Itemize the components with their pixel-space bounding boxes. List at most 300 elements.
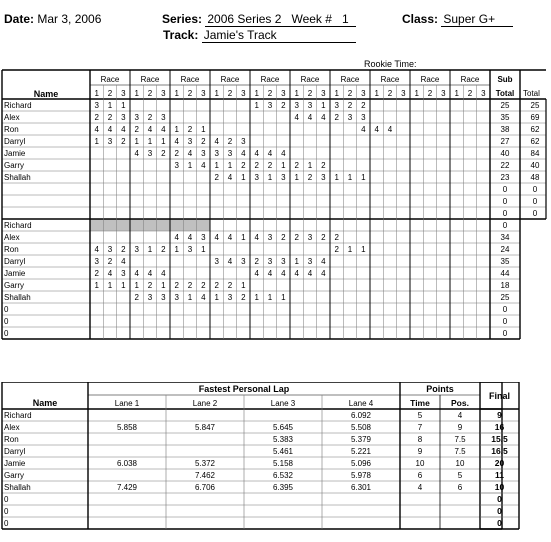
heat-header: 2 xyxy=(467,89,473,98)
row-name: 0 xyxy=(4,495,9,504)
time-points: 10 xyxy=(415,459,425,468)
heat-header: 2 xyxy=(307,89,313,98)
time-points: 6 xyxy=(417,471,423,480)
heat-place: 1 xyxy=(147,137,153,146)
heat-place: 3 xyxy=(281,173,286,182)
heat-place: 1 xyxy=(201,125,206,134)
lap-time: 6.395 xyxy=(272,483,294,492)
heat-place: 1 xyxy=(294,257,299,266)
heat-place: 3 xyxy=(241,257,246,266)
heat-place: 4 xyxy=(187,233,193,242)
heat-place: 4 xyxy=(294,113,299,122)
lap-time: 5.461 xyxy=(272,447,294,456)
lap-time: 5.221 xyxy=(350,447,372,456)
row-name: Darryl xyxy=(4,257,26,266)
sub-total: 35 xyxy=(500,257,510,266)
heat-place: 1 xyxy=(361,173,366,182)
rookie-time-label: Rookie Time: xyxy=(364,59,417,69)
heat-place: 4 xyxy=(161,269,166,278)
lap-time: 5.372 xyxy=(194,459,216,468)
heat-place: 1 xyxy=(321,101,326,110)
heat-place: 2 xyxy=(321,233,326,242)
heat-place: 4 xyxy=(387,125,393,134)
lap-time: 6.038 xyxy=(116,459,138,468)
fastest-lap-header: Fastest Personal Lap xyxy=(198,384,290,394)
heat-place: 1 xyxy=(267,173,273,182)
heat-place: 4 xyxy=(121,125,126,134)
row-name: 0 xyxy=(4,305,9,314)
heat-place: 1 xyxy=(107,101,113,110)
pos-points: 7.5 xyxy=(454,447,466,456)
sub-header: Sub xyxy=(497,75,513,84)
heat-place: 3 xyxy=(347,113,353,122)
heat-place: 4 xyxy=(134,149,139,158)
pos-points: 7.5 xyxy=(454,435,466,444)
race-header: Race xyxy=(340,75,360,84)
race-header: Race xyxy=(100,75,120,84)
heat-place: 4 xyxy=(254,269,259,278)
heat-place: 1 xyxy=(227,161,233,170)
row-name: Ron xyxy=(4,125,19,134)
heat-header: 3 xyxy=(121,89,126,98)
heat-header: 1 xyxy=(94,89,99,98)
heat-place: 4 xyxy=(214,137,219,146)
row-name: Jamie xyxy=(4,459,26,468)
final-points: 9 xyxy=(497,410,502,420)
heat-place: 1 xyxy=(134,137,139,146)
race-header: Race xyxy=(220,75,240,84)
lane-header: Lane 4 xyxy=(348,399,374,408)
heat-header: 1 xyxy=(214,89,219,98)
heat-place: 1 xyxy=(134,281,139,290)
heat-place: 4 xyxy=(281,269,286,278)
heat-place: 2 xyxy=(161,149,166,158)
sub-total: 0 xyxy=(502,305,508,314)
week-value: 1 xyxy=(341,12,349,26)
heat-place: 4 xyxy=(227,233,233,242)
heat-place: 4 xyxy=(201,161,206,170)
heat-place: 1 xyxy=(281,293,286,302)
disabled-band xyxy=(90,219,210,231)
heat-place: 3 xyxy=(201,149,206,158)
heat-place: 2 xyxy=(254,257,259,266)
heat-place: 4 xyxy=(121,257,126,266)
row-name: Garry xyxy=(4,161,24,170)
heat-place: 2 xyxy=(227,137,233,146)
row-name: Richard xyxy=(4,411,32,420)
race-header: Race xyxy=(180,75,200,84)
heat-place: 3 xyxy=(267,257,273,266)
heat-place: 1 xyxy=(94,137,99,146)
heat-place: 3 xyxy=(294,101,299,110)
class-line xyxy=(402,12,513,27)
time-points: 5 xyxy=(417,411,423,420)
heat-place: 2 xyxy=(94,113,99,122)
heat-place: 3 xyxy=(121,269,126,278)
row-name: Alex xyxy=(4,113,20,122)
time-points: 8 xyxy=(417,435,423,444)
heat-place: 4 xyxy=(107,125,113,134)
heat-place: 2 xyxy=(214,173,219,182)
heat-place: 1 xyxy=(161,281,166,290)
lap-time: 5.978 xyxy=(350,471,372,480)
lap-time: 6.532 xyxy=(272,471,294,480)
heat-place: 1 xyxy=(147,245,153,254)
date-line xyxy=(4,12,101,26)
heat-place: 4 xyxy=(107,269,113,278)
lap-time: 5.508 xyxy=(350,423,372,432)
lane-header: Lane 1 xyxy=(114,399,140,408)
date-value: Mar 3, 2006 xyxy=(37,12,102,26)
heat-place: 4 xyxy=(321,257,326,266)
final-points: 0 xyxy=(497,506,502,516)
pos-points: 5 xyxy=(457,471,463,480)
heat-header: 1 xyxy=(254,89,259,98)
heat-header: 2 xyxy=(227,89,233,98)
row-name: Ron xyxy=(4,435,19,444)
heat-place: 4 xyxy=(321,269,326,278)
heat-place: 2 xyxy=(347,101,353,110)
race-header: Race xyxy=(260,75,280,84)
lap-time: 5.383 xyxy=(272,435,294,444)
heat-place: 3 xyxy=(187,137,193,146)
heat-header: 1 xyxy=(454,89,459,98)
heat-place: 3 xyxy=(107,245,113,254)
heat-place: 3 xyxy=(281,257,286,266)
heat-place: 2 xyxy=(214,281,219,290)
fastest-lap-table xyxy=(0,382,551,542)
grand-total: 69 xyxy=(530,113,540,122)
heat-header: 2 xyxy=(347,89,353,98)
heat-place: 2 xyxy=(321,161,326,170)
grand-total: 84 xyxy=(530,149,540,158)
heat-place: 2 xyxy=(307,173,313,182)
heat-place: 3 xyxy=(307,257,313,266)
sub-total: 22 xyxy=(500,161,510,170)
heat-place: 2 xyxy=(201,137,206,146)
heat-place: 3 xyxy=(147,149,153,158)
heat-header: 1 xyxy=(294,89,299,98)
heat-place: 3 xyxy=(321,173,326,182)
heat-place: 3 xyxy=(227,293,233,302)
heat-place: 1 xyxy=(347,173,353,182)
row-name: Darryl xyxy=(4,447,26,456)
track-line xyxy=(163,28,356,43)
sub-total: 0 xyxy=(502,221,508,230)
heat-header: 3 xyxy=(241,89,246,98)
heat-header: 1 xyxy=(174,89,179,98)
sub-total: 27 xyxy=(500,137,510,146)
sub-total: 38 xyxy=(500,125,510,134)
heat-header: 3 xyxy=(401,89,406,98)
heat-place: 4 xyxy=(254,233,259,242)
sub-total: 23 xyxy=(500,173,510,182)
row-name: Jamie xyxy=(4,269,26,278)
heat-place: 1 xyxy=(161,137,166,146)
heat-place: 3 xyxy=(267,233,273,242)
final-points: 16.5 xyxy=(491,446,508,456)
name-header: Name xyxy=(33,89,59,99)
heat-place: 2 xyxy=(147,113,153,122)
heat-place: 1 xyxy=(254,293,259,302)
final-header: Final xyxy=(488,391,511,401)
sub-total: 35 xyxy=(500,113,510,122)
heat-place: 4 xyxy=(94,245,99,254)
heat-place: 3 xyxy=(121,113,126,122)
row-name: Darryl xyxy=(4,137,26,146)
race-results-grid xyxy=(0,68,551,378)
heat-place: 1 xyxy=(307,161,313,170)
heat-header: 2 xyxy=(267,89,273,98)
class-label: Class: xyxy=(402,12,439,26)
row-name: Richard xyxy=(4,101,32,110)
name-header: Name xyxy=(32,398,58,408)
lap-time: 5.645 xyxy=(272,423,294,432)
heat-place: 2 xyxy=(241,293,246,302)
heat-place: 4 xyxy=(201,293,206,302)
heat-place: 1 xyxy=(281,161,286,170)
heat-place: 3 xyxy=(334,101,339,110)
heat-place: 2 xyxy=(121,245,126,254)
series-line xyxy=(162,12,356,27)
heat-header: 2 xyxy=(147,89,153,98)
heat-place: 2 xyxy=(254,161,259,170)
grand-total: 62 xyxy=(530,137,540,146)
row-name: Jamie xyxy=(4,149,26,158)
heat-place: 4 xyxy=(174,137,179,146)
heat-place: 3 xyxy=(254,173,259,182)
heat-place: 1 xyxy=(94,281,99,290)
grand-total: 25 xyxy=(530,101,540,110)
time-points: 9 xyxy=(417,447,423,456)
heat-place: 1 xyxy=(107,281,113,290)
lap-time: 7.429 xyxy=(116,483,138,492)
time-points: 7 xyxy=(417,423,423,432)
row-name: Alex xyxy=(4,423,20,432)
row-name: 0 xyxy=(4,507,9,516)
sub-total: 34 xyxy=(500,233,510,242)
race-header: Race xyxy=(300,75,320,84)
heat-place: 4 xyxy=(361,125,366,134)
sub-total: 18 xyxy=(500,281,510,290)
heat-place: 2 xyxy=(334,245,339,254)
heat-place: 4 xyxy=(281,149,286,158)
track-label: Track: xyxy=(163,28,199,42)
date-label: Date: xyxy=(4,12,35,26)
heat-place: 4 xyxy=(374,125,379,134)
heat-place: 4 xyxy=(227,257,233,266)
heat-place: 4 xyxy=(187,149,193,158)
series-value: 2006 Series 2 xyxy=(207,12,282,26)
class-value: Super G+ xyxy=(441,12,513,27)
heat-header: 3 xyxy=(281,89,286,98)
heat-place: 2 xyxy=(281,101,286,110)
heat-place: 3 xyxy=(161,113,166,122)
heat-place: 3 xyxy=(134,113,139,122)
grand-total: 62 xyxy=(530,125,540,134)
heat-place: 4 xyxy=(241,149,246,158)
heat-place: 3 xyxy=(161,293,166,302)
sub-total: 24 xyxy=(500,245,510,254)
heat-place: 2 xyxy=(267,161,273,170)
heat-place: 1 xyxy=(187,161,193,170)
row-name: Shallah xyxy=(4,293,31,302)
heat-header: 3 xyxy=(441,89,446,98)
heat-place: 2 xyxy=(94,269,99,278)
track-value: Jamie's Track xyxy=(202,28,356,43)
final-points: 0 xyxy=(497,494,502,504)
points-header: Points xyxy=(426,384,454,394)
heat-header: 3 xyxy=(321,89,326,98)
heat-place: 3 xyxy=(214,149,219,158)
time-points: 4 xyxy=(417,483,423,492)
heat-place: 4 xyxy=(321,113,326,122)
pos-points: 10 xyxy=(455,459,465,468)
heat-place: 3 xyxy=(107,137,113,146)
final-points: 10 xyxy=(494,482,505,492)
heat-place: 2 xyxy=(187,281,193,290)
heat-place: 2 xyxy=(134,125,139,134)
heat-place: 2 xyxy=(334,113,339,122)
row-name: Alex xyxy=(4,233,20,242)
heat-place: 2 xyxy=(201,281,206,290)
heat-place: 2 xyxy=(174,149,179,158)
heat-place: 3 xyxy=(187,245,193,254)
heat-place: 4 xyxy=(147,125,153,134)
grand-total: 0 xyxy=(532,197,538,206)
heat-place: 1 xyxy=(241,173,246,182)
heat-place: 2 xyxy=(294,233,299,242)
total-header: Total xyxy=(523,89,540,98)
heat-place: 4 xyxy=(147,269,153,278)
heat-place: 2 xyxy=(161,245,166,254)
heat-place: 2 xyxy=(107,257,113,266)
race-header: Race xyxy=(420,75,440,84)
heat-place: 1 xyxy=(294,173,299,182)
grand-total: 48 xyxy=(530,173,540,182)
sub-total: 44 xyxy=(500,269,510,278)
heat-place: 1 xyxy=(347,245,353,254)
grand-total: 40 xyxy=(530,161,540,170)
row-name: Ron xyxy=(4,245,19,254)
heat-place: 3 xyxy=(174,161,179,170)
heat-place: 1 xyxy=(241,281,246,290)
row-name: Shallah xyxy=(4,483,31,492)
heat-place: 2 xyxy=(107,113,113,122)
heat-place: 4 xyxy=(174,233,179,242)
heat-place: 1 xyxy=(121,101,126,110)
final-points: 11 xyxy=(495,470,504,480)
heat-place: 4 xyxy=(94,125,99,134)
pos-points: 9 xyxy=(457,423,463,432)
lap-time: 6.092 xyxy=(350,411,372,420)
grand-total: 0 xyxy=(532,185,538,194)
week-label: Week # xyxy=(291,12,332,26)
heat-place: 2 xyxy=(147,281,153,290)
heat-place: 3 xyxy=(94,257,99,266)
heat-place: 4 xyxy=(307,269,313,278)
heat-header: 2 xyxy=(187,89,193,98)
heat-place: 3 xyxy=(307,233,313,242)
sub-total: 25 xyxy=(500,293,510,302)
heat-header: 1 xyxy=(134,89,139,98)
heat-place: 2 xyxy=(241,161,246,170)
pos-header: Pos. xyxy=(451,398,469,408)
heat-place: 2 xyxy=(174,281,179,290)
heat-place: 3 xyxy=(174,293,179,302)
heat-place: 1 xyxy=(254,101,259,110)
lap-time: 6.301 xyxy=(350,483,372,492)
heat-place: 3 xyxy=(201,233,206,242)
heat-place: 3 xyxy=(267,101,273,110)
heat-place: 3 xyxy=(241,137,246,146)
heat-place: 4 xyxy=(307,113,313,122)
sub-total: 0 xyxy=(502,329,508,338)
final-points: 15.5 xyxy=(491,434,508,444)
heat-place: 1 xyxy=(201,245,206,254)
row-name: Shallah xyxy=(4,173,31,182)
heat-place: 1 xyxy=(174,245,179,254)
final-points: 0 xyxy=(497,518,502,528)
heat-place: 1 xyxy=(361,245,366,254)
race-header: Race xyxy=(380,75,400,84)
grand-total: 0 xyxy=(532,209,538,218)
heat-place: 1 xyxy=(214,293,219,302)
sub-total: 40 xyxy=(500,149,510,158)
heat-place: 4 xyxy=(161,125,166,134)
final-points: 20 xyxy=(494,458,505,468)
heat-place: 1 xyxy=(267,293,273,302)
lap-time: 5.096 xyxy=(350,459,372,468)
sub-total: 0 xyxy=(502,185,508,194)
heat-place: 3 xyxy=(94,101,99,110)
row-name: 0 xyxy=(4,329,9,338)
row-name: Garry xyxy=(4,281,24,290)
lane-header: Lane 3 xyxy=(270,399,296,408)
heat-place: 1 xyxy=(214,161,219,170)
row-name: Garry xyxy=(4,471,24,480)
heat-place: 1 xyxy=(174,125,179,134)
series-week-field xyxy=(205,12,356,27)
sub-total: 0 xyxy=(502,317,508,326)
heat-header: 3 xyxy=(201,89,206,98)
lane-header: Lane 2 xyxy=(192,399,218,408)
heat-place: 4 xyxy=(227,173,233,182)
pos-points: 4 xyxy=(457,411,463,420)
sub-total: 0 xyxy=(502,197,508,206)
lap-time: 5.858 xyxy=(116,423,138,432)
pos-points: 6 xyxy=(457,483,463,492)
heat-place: 2 xyxy=(121,137,126,146)
heat-place: 2 xyxy=(334,233,339,242)
heat-header: 2 xyxy=(387,89,393,98)
sub-total: 25 xyxy=(500,101,510,110)
heat-place: 3 xyxy=(307,101,313,110)
race-header: Race xyxy=(460,75,480,84)
heat-place: 3 xyxy=(134,245,139,254)
lap-time: 7.462 xyxy=(194,471,216,480)
race-header: Race xyxy=(140,75,160,84)
sub-total: 0 xyxy=(502,209,508,218)
sub-total-header: Total xyxy=(495,89,515,98)
heat-header: 3 xyxy=(361,89,366,98)
heat-place: 4 xyxy=(134,269,139,278)
heat-place: 2 xyxy=(134,293,139,302)
time-header: Time xyxy=(410,398,430,408)
heat-place: 2 xyxy=(187,125,193,134)
lap-time: 5.847 xyxy=(194,423,216,432)
heat-place: 3 xyxy=(227,149,233,158)
